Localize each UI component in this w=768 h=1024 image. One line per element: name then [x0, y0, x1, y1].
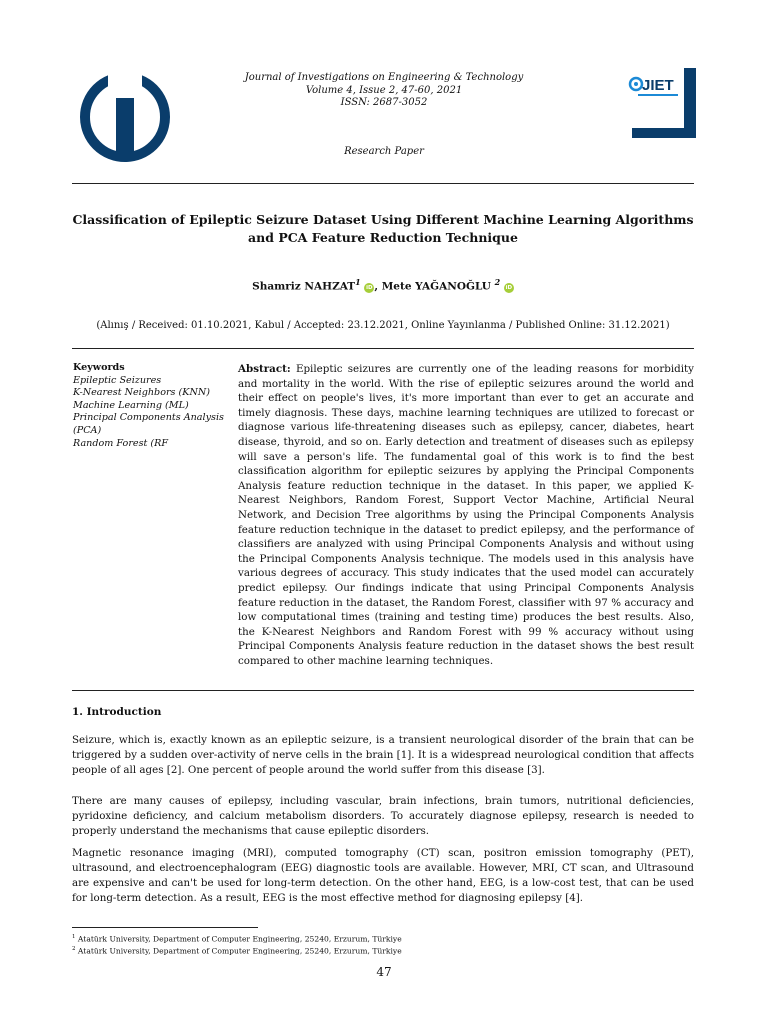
abstract-bottom-rule: [72, 690, 694, 691]
keyword-item: Epileptic Seizures: [73, 374, 162, 386]
author-list: [72, 277, 694, 293]
author-separator: ,: [374, 280, 382, 293]
publication-dates: (Alınış / Received: 01.10.2021, Kabul / Accepted: 23.12.2021, Online Yayınlanma / Published Online: 31.12.2021): [96, 320, 670, 331]
title-line-1: Classification of Epileptic Seizure Dataset Using Different Machine Learning Algorithms: [72, 212, 694, 227]
author-1-affiliation: 1: [355, 277, 361, 287]
orcid-icon[interactable]: iD: [505, 284, 513, 291]
footnote-1-mark: 1: [72, 934, 76, 940]
footnote-2-text: Atatürk University, Department of Computer Engineering, 25240, Erzurum, Türkiye: [77, 946, 402, 956]
footnote-2-mark: 2: [72, 946, 76, 952]
author-2-name: Mete YAĞANOĞLU: [381, 280, 491, 293]
keyword-item: K-Nearest Neighbors (KNN): [73, 387, 210, 399]
keyword-item: Machine Learning (ML): [73, 399, 189, 411]
keyword-item: Principal Components Analysis (PCA): [73, 412, 224, 436]
header-rule: [72, 183, 694, 184]
author-2-affiliation: 2: [494, 277, 501, 287]
journal-logo-text: JIET: [642, 77, 674, 94]
author-1-name: Shamriz NAHZAT: [252, 280, 356, 293]
abstract-block: [238, 362, 694, 668]
abstract-heading: Abstract:: [238, 363, 291, 375]
footnote-1-text: Atatürk University, Department of Computer Engineering, 25240, Erzurum, Türkiye: [77, 934, 402, 944]
journal-logo: [624, 68, 696, 138]
journal-issn: ISSN: 2687-3052: [340, 97, 428, 108]
intro-paragraph-2: There are many causes of epilepsy, including vascular, brain infections, brain tumors, nutritional deficiencies, pyridoxine deficiency, and calcium metabolism disorders. To accurately diagnose epilepsy, research is needed to properly understand the mechanisms that cause epileptic disorders.: [72, 795, 694, 837]
journal-volume: Volume 4, Issue 2, 47-60, 2021: [305, 84, 463, 96]
keywords-block: [73, 362, 233, 450]
keyword-item: Random Forest (RF: [73, 437, 169, 449]
abstract-text: Epileptic seizures are currently one of the leading reasons for morbidity and mortality in the world. With the rise of epileptic seizures around the world and their effect on people's lives, it's more important than ever to get an accurate and timely diagnosis. These days, machine learning techniques are utilized to forecast or diagnose various life-threatening diseases such as epilepsy, cancer, diabetes, heart disease, thyroid, and so on. Early detection and treatment of diseases such as epilepsy will save a person's life. The fundamental goal of this work is to find the best classification algorithm for epileptic seizures by applying the Principal Components Analysis feature reduction technique in the dataset. In this paper, we applied K-Nearest Neighbors, Random Forest, Support Vector Machine, Artificial Neural Network, and Decision Tree algorithms by using the Principal Components Analysis feature reduction technique in the dataset to predict epilepsy, and the performance of classifiers are analyzed with using Principal Components Analysis and without using the Principal Components Analysis technique. The models used in this analysis have various degrees of accuracy. This study indicates that the used model can accurately predict epilepsy. Our findings indicate that using Principal Components Analysis feature reduction in the dataset, the Random Forest, classifier with 97 % accuracy and low computational times (training and testing time) produces the best results. Also, the K-Nearest Neighbors and Random Forest with 99 % accuracy without using Principal Components Analysis feature reduction in the dataset shows the best result compared to other machine learning techniques.: [238, 363, 694, 667]
keywords-heading: Keywords: [73, 362, 125, 373]
abstract-top-rule: [72, 348, 694, 349]
intro-paragraph-1: Seizure, which is, exactly known as an epileptic seizure, is a transient neurological disorder of the brain that can be triggered by a sudden over-activity of nerve cells in the brain [1]. It is a widespread neurological condition that affects people of all ages [2]. One percent of people around the world suffer from this disease [3].: [72, 734, 694, 776]
journal-name: Journal of Investigations on Engineering & Technology: [244, 72, 524, 83]
title-line-2: and PCA Feature Reduction Technique: [248, 230, 518, 245]
footnote-1: [72, 932, 402, 945]
footnote-rule: [72, 927, 258, 928]
intro-paragraph-3: Magnetic resonance imaging (MRI), computed tomography (CT) scan, positron emission tomography (PET), ultrasound, and electroencephalogram (EEG) diagnostic tools are available. However, MRI, CT scan, and Ultrasound are expensive and can't be used for long-term detection. On the other hand, EEG, is a low-cost test, that can be used for long-term detection. As a result, EEG is the most effective method for diagnosing epilepsy [4].: [72, 847, 694, 904]
journal-info: [200, 72, 568, 110]
orcid-icon[interactable]: iD: [366, 284, 373, 291]
section-heading-introduction: 1. Introduction: [72, 706, 162, 718]
paper-type: Research Paper: [344, 146, 424, 157]
university-logo: [80, 72, 170, 162]
page-number: 47: [376, 965, 392, 979]
footnote-2: [72, 944, 402, 957]
paper-title: [72, 211, 694, 247]
